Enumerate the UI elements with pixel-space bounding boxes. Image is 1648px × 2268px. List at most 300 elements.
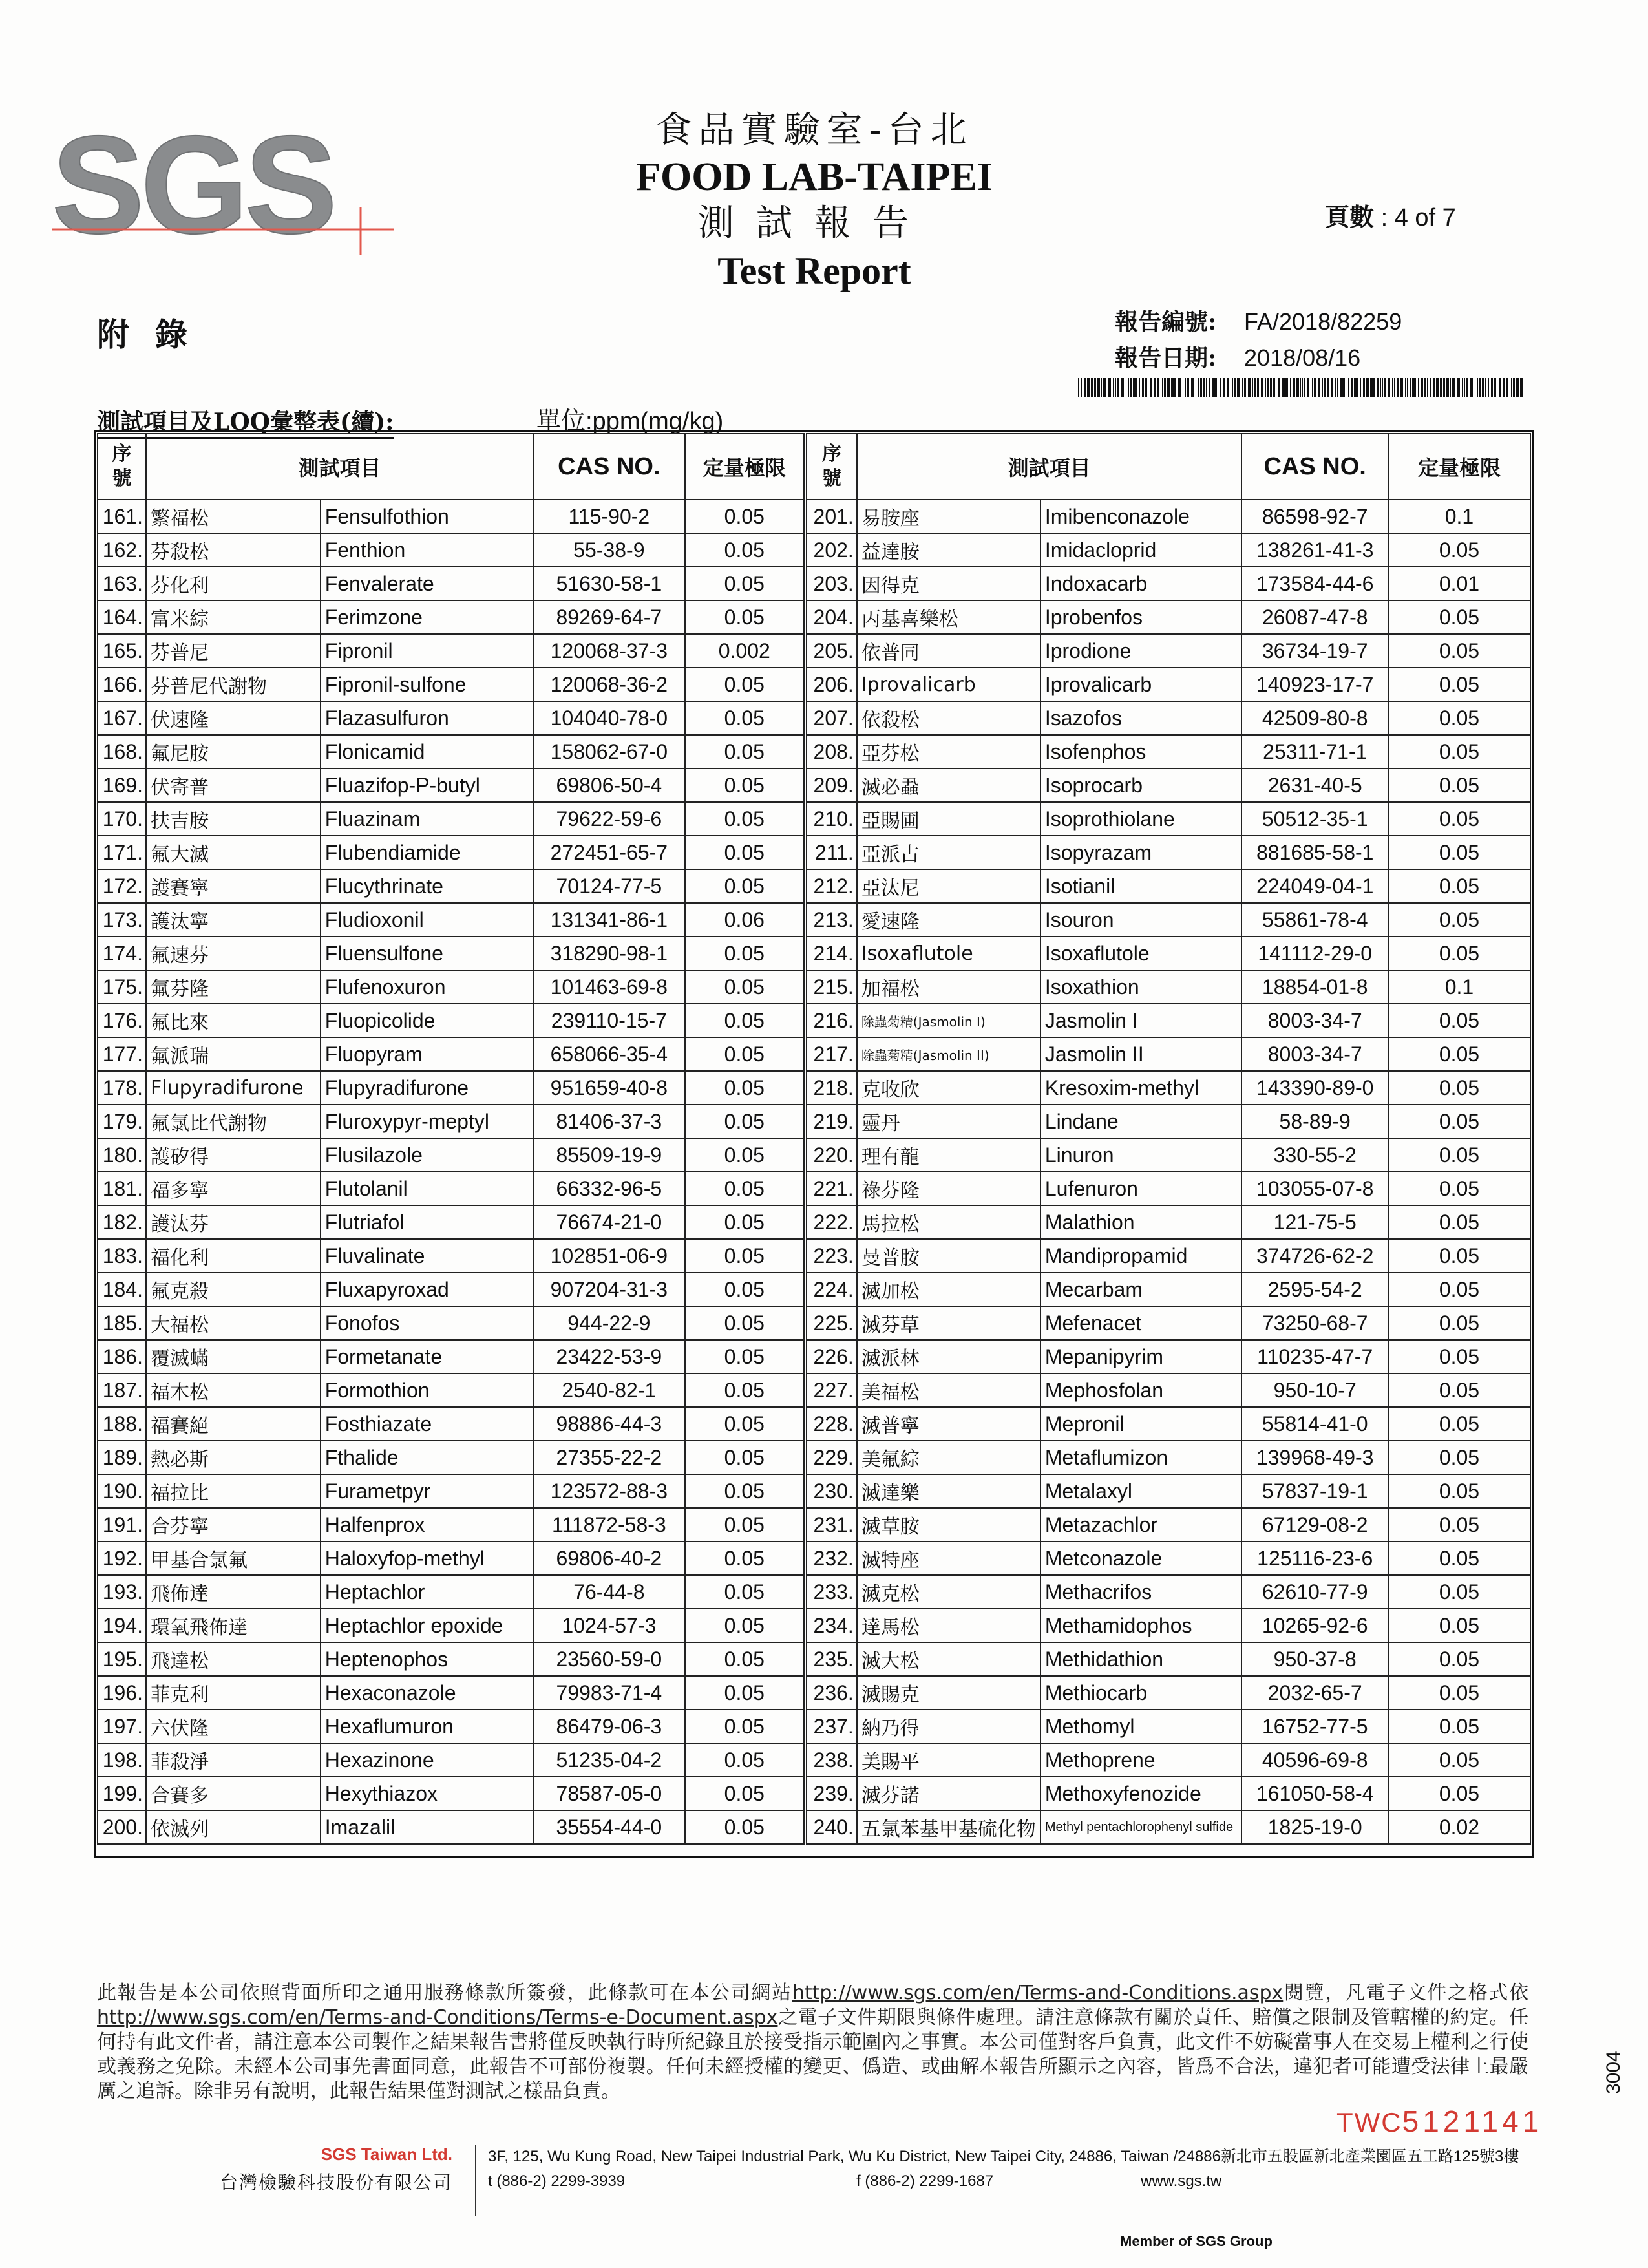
row-number: 171.	[98, 836, 146, 869]
item-name-cn: 富米綜	[146, 600, 321, 634]
barcode-bar	[1296, 378, 1299, 397]
table-row	[807, 1609, 1530, 1642]
table-row	[807, 1004, 1530, 1037]
item-name-cn: 因得克	[857, 567, 1041, 600]
barcode-bar	[1433, 378, 1435, 397]
item-name-en: Fluensulfone	[321, 937, 533, 970]
barcode-bar	[1162, 378, 1163, 397]
table-row	[807, 1071, 1530, 1105]
table-row	[807, 1710, 1530, 1743]
cas-number: 139968-49-3	[1241, 1441, 1388, 1474]
item-name-en: Isoxathion	[1041, 970, 1242, 1004]
barcode-bar	[1150, 378, 1152, 397]
barcode-bar	[1452, 378, 1453, 397]
loq-value: 0.05	[1388, 1676, 1530, 1710]
barcode-bar	[1412, 378, 1415, 397]
barcode-bar	[1521, 378, 1523, 397]
item-name-en: Heptachlor epoxide	[321, 1609, 533, 1642]
item-name-en: Malathion	[1041, 1205, 1242, 1239]
row-number: 207.	[807, 701, 857, 735]
table-header-row	[98, 434, 804, 500]
cas-number: 69806-50-4	[533, 768, 684, 802]
barcode-bar	[1136, 378, 1137, 397]
table-row	[98, 802, 804, 836]
barcode-bar	[1252, 378, 1253, 397]
item-name-en: Isopyrazam	[1041, 836, 1242, 869]
barcode-bar	[1206, 378, 1207, 397]
loq-value: 0.05	[1388, 1373, 1530, 1407]
table-row	[807, 1642, 1530, 1676]
barcode-bar	[1430, 378, 1431, 397]
cas-number: 40596-69-8	[1241, 1743, 1388, 1777]
item-name-cn: 氟芬隆	[146, 970, 321, 1004]
cas-number: 272451-65-7	[533, 836, 684, 869]
company-web[interactable]: www.sgs.tw	[1141, 2172, 1222, 2190]
cas-number: 69806-40-2	[533, 1542, 684, 1575]
loq-value: 0.05	[1388, 701, 1530, 735]
loq-value: 0.01	[1388, 567, 1530, 600]
cas-number: 25311-71-1	[1241, 735, 1388, 768]
loq-value: 0.05	[1388, 1474, 1530, 1508]
item-name-cn: 納乃得	[857, 1710, 1041, 1743]
cas-number: 10265-92-6	[1241, 1609, 1388, 1642]
page-label: 頁數	[1325, 202, 1375, 231]
barcode-bar	[1133, 378, 1136, 397]
item-name-en: Isoxaflutole	[1041, 937, 1242, 970]
loq-value: 0.05	[1388, 634, 1530, 668]
barcode-bar	[1174, 378, 1176, 397]
barcode-bar	[1357, 378, 1358, 397]
loq-value: 0.05	[685, 1609, 804, 1642]
barcode-bar	[1488, 378, 1489, 397]
item-name-cn: 伏速隆	[146, 701, 321, 735]
item-name-cn: 福多寧	[146, 1172, 321, 1205]
table-row	[98, 533, 804, 567]
item-name-cn: 靈丹	[857, 1105, 1041, 1138]
table-row	[807, 869, 1530, 903]
item-name-en: Formothion	[321, 1373, 533, 1407]
cas-number: 881685-58-1	[1241, 836, 1388, 869]
table-row	[807, 903, 1530, 937]
sgs-logo	[52, 110, 414, 259]
cas-number: 101463-69-8	[533, 970, 684, 1004]
row-number: 233.	[807, 1575, 857, 1609]
row-number: 178.	[98, 1071, 146, 1105]
item-name-en: Methiocarb	[1041, 1676, 1242, 1710]
table-row	[98, 600, 804, 634]
cas-number: 224049-04-1	[1241, 869, 1388, 903]
barcode-bar	[1462, 378, 1463, 397]
item-name-cn: 美福松	[857, 1373, 1041, 1407]
table-row	[807, 970, 1530, 1004]
item-name-en: Isofenphos	[1041, 735, 1242, 768]
item-name-en: Linuron	[1041, 1138, 1242, 1172]
item-name-en: Mefenacet	[1041, 1306, 1242, 1340]
barcode-bar	[1257, 378, 1259, 397]
row-number: 192.	[98, 1542, 146, 1575]
barcode-bar	[1377, 378, 1379, 397]
cas-number: 111872-58-3	[533, 1508, 684, 1542]
barcode-bar	[1084, 378, 1086, 397]
table-row	[98, 869, 804, 903]
loq-table-left	[97, 433, 805, 1845]
barcode-bar	[1394, 378, 1395, 397]
item-name-en: Halfenprox	[321, 1508, 533, 1542]
loq-value: 0.05	[685, 802, 804, 836]
e-document-link[interactable]: http://www.sgs.com/en/Terms-and-Conditions/Terms-e-Document.aspx	[97, 2006, 778, 2029]
item-name-cn: 氟尼胺	[146, 735, 321, 768]
item-name-en: Jasmolin II	[1041, 1037, 1242, 1071]
row-number: 205.	[807, 634, 857, 668]
item-name-en: Furametpyr	[321, 1474, 533, 1508]
barcode	[1078, 378, 1524, 397]
table-row	[807, 1205, 1530, 1239]
barcode-bar	[1511, 378, 1512, 397]
table-row	[807, 1373, 1530, 1407]
loq-value: 0.05	[1388, 600, 1530, 634]
loq-value: 0.05	[685, 1508, 804, 1542]
item-name-cn: 克收欣	[857, 1071, 1041, 1105]
cas-number: 173584-44-6	[1241, 567, 1388, 600]
title-en: FOOD LAB-TAIPEI	[636, 155, 993, 199]
cas-number: 944-22-9	[533, 1306, 684, 1340]
cas-number: 89269-64-7	[533, 600, 684, 634]
table-row	[807, 1575, 1530, 1609]
item-name-cn: 滅特座	[857, 1542, 1041, 1575]
loq-value: 0.06	[685, 903, 804, 937]
row-number: 235.	[807, 1642, 857, 1676]
item-name-cn: 熱必斯	[146, 1441, 321, 1474]
item-name-en: Fluroxypyr-meptyl	[321, 1105, 533, 1138]
item-name-cn: 菲克利	[146, 1676, 321, 1710]
row-number: 183.	[98, 1239, 146, 1273]
barcode-bar	[1092, 378, 1093, 397]
item-name-cn: Flupyradifurone	[146, 1071, 321, 1105]
row-number: 209.	[807, 768, 857, 802]
cas-number: 70124-77-5	[533, 869, 684, 903]
barcode-bar	[1203, 378, 1205, 397]
company-address: 3F, 125, Wu Kung Road, New Taipei Industrial Park, Wu Ku District, New Taipei City, 24886, Taiwan /24886新北市五股區新北產業園區五工路125號3樓	[488, 2148, 1519, 2165]
item-name-cn: 五氯苯基甲基硫化物	[857, 1810, 1041, 1844]
barcode-bar	[1302, 378, 1303, 397]
barcode-bar	[1178, 378, 1181, 397]
row-number: 197.	[98, 1710, 146, 1743]
cas-number: 950-37-8	[1241, 1642, 1388, 1676]
barcode-bar	[1348, 378, 1349, 397]
loq-value: 0.05	[685, 735, 804, 768]
table-row	[98, 1508, 804, 1542]
item-name-cn: 覆滅蟎	[146, 1340, 321, 1373]
barcode-bar	[1363, 378, 1365, 397]
table-row	[807, 802, 1530, 836]
barcode-bar	[1322, 378, 1323, 397]
item-name-en: Kresoxim-methyl	[1041, 1071, 1242, 1105]
item-name-en: Fensulfothion	[321, 500, 533, 533]
row-number: 164.	[98, 600, 146, 634]
cas-number: 55861-78-4	[1241, 903, 1388, 937]
item-name-en: Flutriafol	[321, 1205, 533, 1239]
row-number: 162.	[98, 533, 146, 567]
barcode-bar	[1234, 378, 1236, 397]
barcode-bar	[1464, 378, 1465, 397]
loq-value: 0.05	[1388, 836, 1530, 869]
barcode-bar	[1142, 378, 1144, 397]
item-name-cn: 氟比來	[146, 1004, 321, 1037]
barcode-bar	[1128, 378, 1129, 397]
table-row	[807, 836, 1530, 869]
cas-number: 2032-65-7	[1241, 1676, 1388, 1710]
row-number: 238.	[807, 1743, 857, 1777]
cas-number: 8003-34-7	[1241, 1004, 1388, 1037]
loq-value: 0.05	[685, 1138, 804, 1172]
row-number: 190.	[98, 1474, 146, 1508]
loq-value: 0.05	[1388, 1273, 1530, 1306]
cas-number: 57837-19-1	[1241, 1474, 1388, 1508]
table-row	[807, 600, 1530, 634]
cas-number: 58-89-9	[1241, 1105, 1388, 1138]
item-name-en: Heptachlor	[321, 1575, 533, 1609]
cas-number: 330-55-2	[1241, 1138, 1388, 1172]
subtitle-en: Test Report	[717, 249, 911, 292]
barcode-bar	[1187, 378, 1189, 397]
table-row	[807, 567, 1530, 600]
item-name-cn: 甲基合氯氟	[146, 1542, 321, 1575]
barcode-bar	[1516, 378, 1519, 397]
row-number: 228.	[807, 1407, 857, 1441]
loq-value: 0.002	[685, 634, 804, 668]
row-number: 239.	[807, 1777, 857, 1810]
table-row	[807, 1239, 1530, 1273]
row-number: 185.	[98, 1306, 146, 1340]
loq-value: 0.05	[1388, 1306, 1530, 1340]
cas-number: 66332-96-5	[533, 1172, 684, 1205]
barcode-bar	[1324, 378, 1326, 397]
barcode-bar	[1154, 378, 1156, 397]
table-row	[98, 1004, 804, 1037]
unit-label: 單位:ppm(mg/kg)	[536, 408, 724, 435]
table-row	[807, 1676, 1530, 1710]
cas-number: 907204-31-3	[533, 1273, 684, 1306]
loq-value: 0.05	[685, 970, 804, 1004]
item-name-cn: 扶吉胺	[146, 802, 321, 836]
barcode-bar	[1130, 378, 1132, 397]
item-name-cn: 滅草胺	[857, 1508, 1041, 1542]
barcode-bar	[1223, 378, 1225, 397]
row-number: 177.	[98, 1037, 146, 1071]
item-name-en: Flubendiamide	[321, 836, 533, 869]
row-number: 221.	[807, 1172, 857, 1205]
barcode-bar	[1097, 378, 1100, 397]
item-name-en: Fenthion	[321, 533, 533, 567]
barcode-bar	[1520, 378, 1521, 397]
barcode-bar	[1312, 378, 1313, 397]
loq-value: 0.05	[1388, 1710, 1530, 1743]
cas-number: 104040-78-0	[533, 701, 684, 735]
document-serial: TWC5121141	[1336, 2104, 1543, 2138]
row-number: 225.	[807, 1306, 857, 1340]
barcode-bar	[1443, 378, 1445, 397]
row-number: 174.	[98, 937, 146, 970]
item-name-cn: 馬拉松	[857, 1205, 1041, 1239]
cas-number: 2631-40-5	[1241, 768, 1388, 802]
item-name-en: Imazalil	[321, 1810, 533, 1844]
table-row	[98, 970, 804, 1004]
row-number: 206.	[807, 668, 857, 701]
row-number: 184.	[98, 1273, 146, 1306]
cas-number: 98886-44-3	[533, 1407, 684, 1441]
barcode-bar	[1171, 378, 1172, 397]
barcode-bar	[1237, 378, 1240, 397]
barcode-bar	[1327, 378, 1329, 397]
loq-value: 0.05	[685, 869, 804, 903]
terms-link[interactable]: http://www.sgs.com/en/Terms-and-Conditions.aspx	[792, 1982, 1284, 2004]
item-name-cn: 依普同	[857, 634, 1041, 668]
item-name-cn: 滅芬諾	[857, 1777, 1041, 1810]
row-number: 182.	[98, 1205, 146, 1239]
barcode-bar	[1450, 378, 1451, 397]
barcode-bar	[1400, 378, 1403, 397]
row-number: 170.	[98, 802, 146, 836]
barcode-bar	[1307, 378, 1309, 397]
cas-number: 161050-58-4	[1241, 1777, 1388, 1810]
barcode-bar	[1388, 378, 1390, 397]
loq-value: 0.05	[1388, 903, 1530, 937]
item-name-cn: 芬普尼代謝物	[146, 668, 321, 701]
row-number: 214.	[807, 937, 857, 970]
barcode-bar	[1397, 378, 1399, 397]
barcode-bar	[1424, 378, 1426, 397]
item-name-en: Fluopyram	[321, 1037, 533, 1071]
loq-value: 0.05	[685, 1105, 804, 1138]
barcode-bar	[1407, 378, 1408, 397]
cas-number: 23422-53-9	[533, 1340, 684, 1373]
row-number: 165.	[98, 634, 146, 668]
table-row	[98, 1205, 804, 1239]
item-name-en: Hexazinone	[321, 1743, 533, 1777]
item-name-cn: 滅大松	[857, 1642, 1041, 1676]
table-row	[98, 1340, 804, 1373]
item-name-cn: 滅賜克	[857, 1676, 1041, 1710]
member-of-sgs: Member of SGS Group	[1120, 2233, 1273, 2249]
barcode-bar	[1139, 378, 1140, 397]
barcode-bar	[1117, 378, 1119, 397]
table-row	[98, 1138, 804, 1172]
loq-value: 0.05	[685, 1710, 804, 1743]
barcode-bar	[1382, 378, 1383, 397]
cas-number: 23560-59-0	[533, 1642, 684, 1676]
barcode-bar	[1078, 378, 1079, 397]
cas-number: 81406-37-3	[533, 1105, 684, 1138]
table-row	[98, 1642, 804, 1676]
barcode-bar	[1164, 378, 1166, 397]
item-name-en: Iprovalicarb	[1041, 668, 1242, 701]
loq-value: 0.05	[685, 836, 804, 869]
item-name-en: Methacrifos	[1041, 1575, 1242, 1609]
item-name-en: Fthalide	[321, 1441, 533, 1474]
cas-number: 35554-44-0	[533, 1810, 684, 1844]
barcode-bar	[1284, 378, 1287, 397]
loq-value: 0.05	[685, 1575, 804, 1609]
item-name-en: Hexaconazole	[321, 1676, 533, 1710]
loq-value: 0.05	[685, 1340, 804, 1373]
barcode-bar	[1453, 378, 1455, 397]
item-name-en: Hexaflumuron	[321, 1710, 533, 1743]
barcode-bar	[1248, 378, 1251, 397]
row-number: 220.	[807, 1138, 857, 1172]
item-name-en: Mandipropamid	[1041, 1239, 1242, 1273]
cas-number: 1825-19-0	[1241, 1810, 1388, 1844]
cas-number: 110235-47-7	[1241, 1340, 1388, 1373]
cas-number: 115-90-2	[533, 500, 684, 533]
item-name-cn: 芬化利	[146, 567, 321, 600]
item-name-cn: 護矽得	[146, 1138, 321, 1172]
item-name-cn: 加福松	[857, 970, 1041, 1004]
item-name-en: Flufenoxuron	[321, 970, 533, 1004]
row-number: 179.	[98, 1105, 146, 1138]
disclaimer-text: 此報告是本公司依照背面所印之通用服務條款所簽發，此條款可在本公司網站http://www.sgs.com/en/Terms-and-Conditions.aspx閱覽，凡電子文件之格式依http://www.sgs.com/en/Terms-and-Conditions/Terms-e-Document.aspx之電子文件期限與條件處理。請注意條款有關於責任、賠償之限制及管轄權的約定。任何持有此文件者，請注意本公司製作之結果報告書將僅反映執行時所紀錄且於接受指示範圍內之事實。本公司僅對客戶負責，此文件不妨礙當事人在交易上權利之行使或義務之免除。未經本公司事先書面同意，此報告不可部份複製。任何未經授權的變更、僞造、或曲解本報告所顯示之內容，皆爲不合法，違犯者可能遭受法律上最嚴厲之追訴。除非另有說明，此報告結果僅對測試之樣品負責。	[97, 1982, 1529, 2103]
table-row	[807, 634, 1530, 668]
loq-value: 0.05	[1388, 1138, 1530, 1172]
row-number: 204.	[807, 600, 857, 634]
barcode-bar	[1380, 378, 1381, 397]
item-name-cn: 亞汰尼	[857, 869, 1041, 903]
row-number: 198.	[98, 1743, 146, 1777]
row-number: 181.	[98, 1172, 146, 1205]
item-name-cn: 護賽寧	[146, 869, 321, 903]
barcode-bar	[1087, 378, 1090, 397]
barcode-bar	[1366, 378, 1369, 397]
item-name-en: Flucythrinate	[321, 869, 533, 903]
item-name-en: Fonofos	[321, 1306, 533, 1340]
loq-value: 0.05	[685, 1676, 804, 1710]
report-date: 2018/08/16	[1244, 344, 1361, 371]
barcode-bar	[1335, 378, 1336, 397]
item-name-en: Imidacloprid	[1041, 533, 1242, 567]
loq-value: 0.05	[685, 1441, 804, 1474]
item-name-cn: 滅加松	[857, 1273, 1041, 1306]
row-number: 193.	[98, 1575, 146, 1609]
barcode-bar	[1145, 378, 1147, 397]
item-name-en: Methamidophos	[1041, 1609, 1242, 1642]
loq-value: 0.05	[1388, 1642, 1530, 1676]
item-name-en: Isoprothiolane	[1041, 802, 1242, 836]
loq-value: 0.05	[685, 701, 804, 735]
barcode-bar	[1441, 378, 1442, 397]
item-name-cn: 飛達松	[146, 1642, 321, 1676]
company-fax: f (886-2) 2299-1687	[856, 2172, 994, 2190]
cas-number: 950-10-7	[1241, 1373, 1388, 1407]
item-name-en: Mepronil	[1041, 1407, 1242, 1441]
loq-value: 0.05	[685, 668, 804, 701]
cas-number: 86598-92-7	[1241, 500, 1388, 533]
barcode-bar	[1436, 378, 1439, 397]
table-row	[807, 1777, 1530, 1810]
row-number: 195.	[98, 1642, 146, 1676]
item-name-cn: 愛速隆	[857, 903, 1041, 937]
item-name-en: Mecarbam	[1041, 1273, 1242, 1306]
item-name-cn: 合賽多	[146, 1777, 321, 1810]
loq-value: 0.05	[1388, 735, 1530, 768]
cas-number: 140923-17-7	[1241, 668, 1388, 701]
loq-value: 0.05	[685, 1205, 804, 1239]
cas-number: 18854-01-8	[1241, 970, 1388, 1004]
page-value: 4 of 7	[1394, 204, 1456, 231]
loq-value: 0.05	[1388, 1205, 1530, 1239]
company-name-cn: 台灣檢驗科技股份有限公司	[219, 2172, 452, 2192]
loq-value: 0.05	[685, 1743, 804, 1777]
row-number: 161.	[98, 500, 146, 533]
barcode-bar	[1220, 378, 1221, 397]
